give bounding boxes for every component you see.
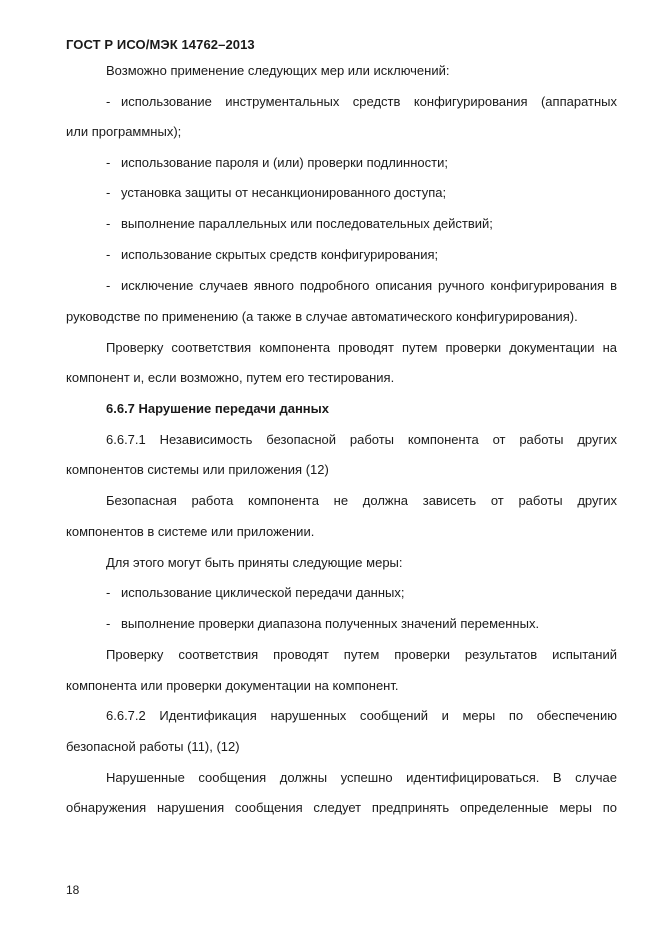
subsection-heading: 6.6.7.2 Идентификация нарушенных сообщений и меры по обеспечению (106, 708, 617, 723)
page-number: 18 (66, 883, 80, 897)
bullet-dash: - (106, 616, 111, 631)
list-item: выполнение проверки диапазона полученных значений переменных. (121, 616, 540, 631)
bullet-dash: - (106, 94, 111, 109)
bullet-dash: - (106, 585, 111, 600)
bullet-dash: - (106, 185, 111, 200)
list-item: использование пароля и (или) проверки подлинности; (121, 155, 448, 170)
list-item: исключение случаев явного подробного описания ручного конфигурирования в (121, 278, 617, 293)
bullet-dash: - (106, 155, 111, 170)
list-item-continuation: или программных); (66, 124, 182, 139)
paragraph-line: Нарушенные сообщения должны успешно идентифицироваться. В случае (106, 770, 617, 785)
subsection-heading: 6.6.7.1 Независимость безопасной работы компонента от работы других (106, 432, 617, 447)
list-item-continuation: руководстве по применению (а также в случае автоматического конфигурирования). (66, 309, 578, 324)
intro-paragraph: Возможно применение следующих мер или исключений: (106, 63, 450, 78)
paragraph-line: Безопасная работа компонента не должна зависеть от работы других (106, 493, 617, 508)
paragraph-line: Проверку соответствия проводят путем проверки результатов испытаний (106, 647, 617, 662)
paragraph-line: обнаружения нарушения сообщения следует предпринять определенные меры по (66, 800, 617, 815)
section-title: 6.6.7 Нарушение передачи данных (106, 401, 329, 416)
bullet-dash: - (106, 278, 111, 293)
document-header: ГОСТ Р ИСО/МЭК 14762–2013 (66, 37, 255, 52)
list-item: использование циклической передачи данных; (121, 585, 405, 600)
subsection-heading-continuation: безопасной работы (11), (12) (66, 739, 240, 754)
paragraph-line: компонента или проверки документации на компонент. (66, 678, 399, 693)
list-item: установка защиты от несанкционированного доступа; (121, 185, 447, 200)
paragraph-line: Для этого могут быть приняты следующие меры: (106, 555, 403, 570)
paragraph-line: компонентов в системе или приложении. (66, 524, 315, 539)
list-item: использование скрытых средств конфигурирования; (121, 247, 439, 262)
paragraph-line: Проверку соответствия компонента проводят путем проверки документации на (106, 340, 617, 355)
paragraph-line: компонент и, если возможно, путем его тестирования. (66, 370, 395, 385)
list-item: выполнение параллельных или последовательных действий; (121, 216, 493, 231)
subsection-heading-continuation: компонентов системы или приложения (12) (66, 462, 329, 477)
bullet-dash: - (106, 247, 111, 262)
bullet-dash: - (106, 216, 111, 231)
list-item: использование инструментальных средств конфигурирования (аппаратных (121, 94, 617, 109)
